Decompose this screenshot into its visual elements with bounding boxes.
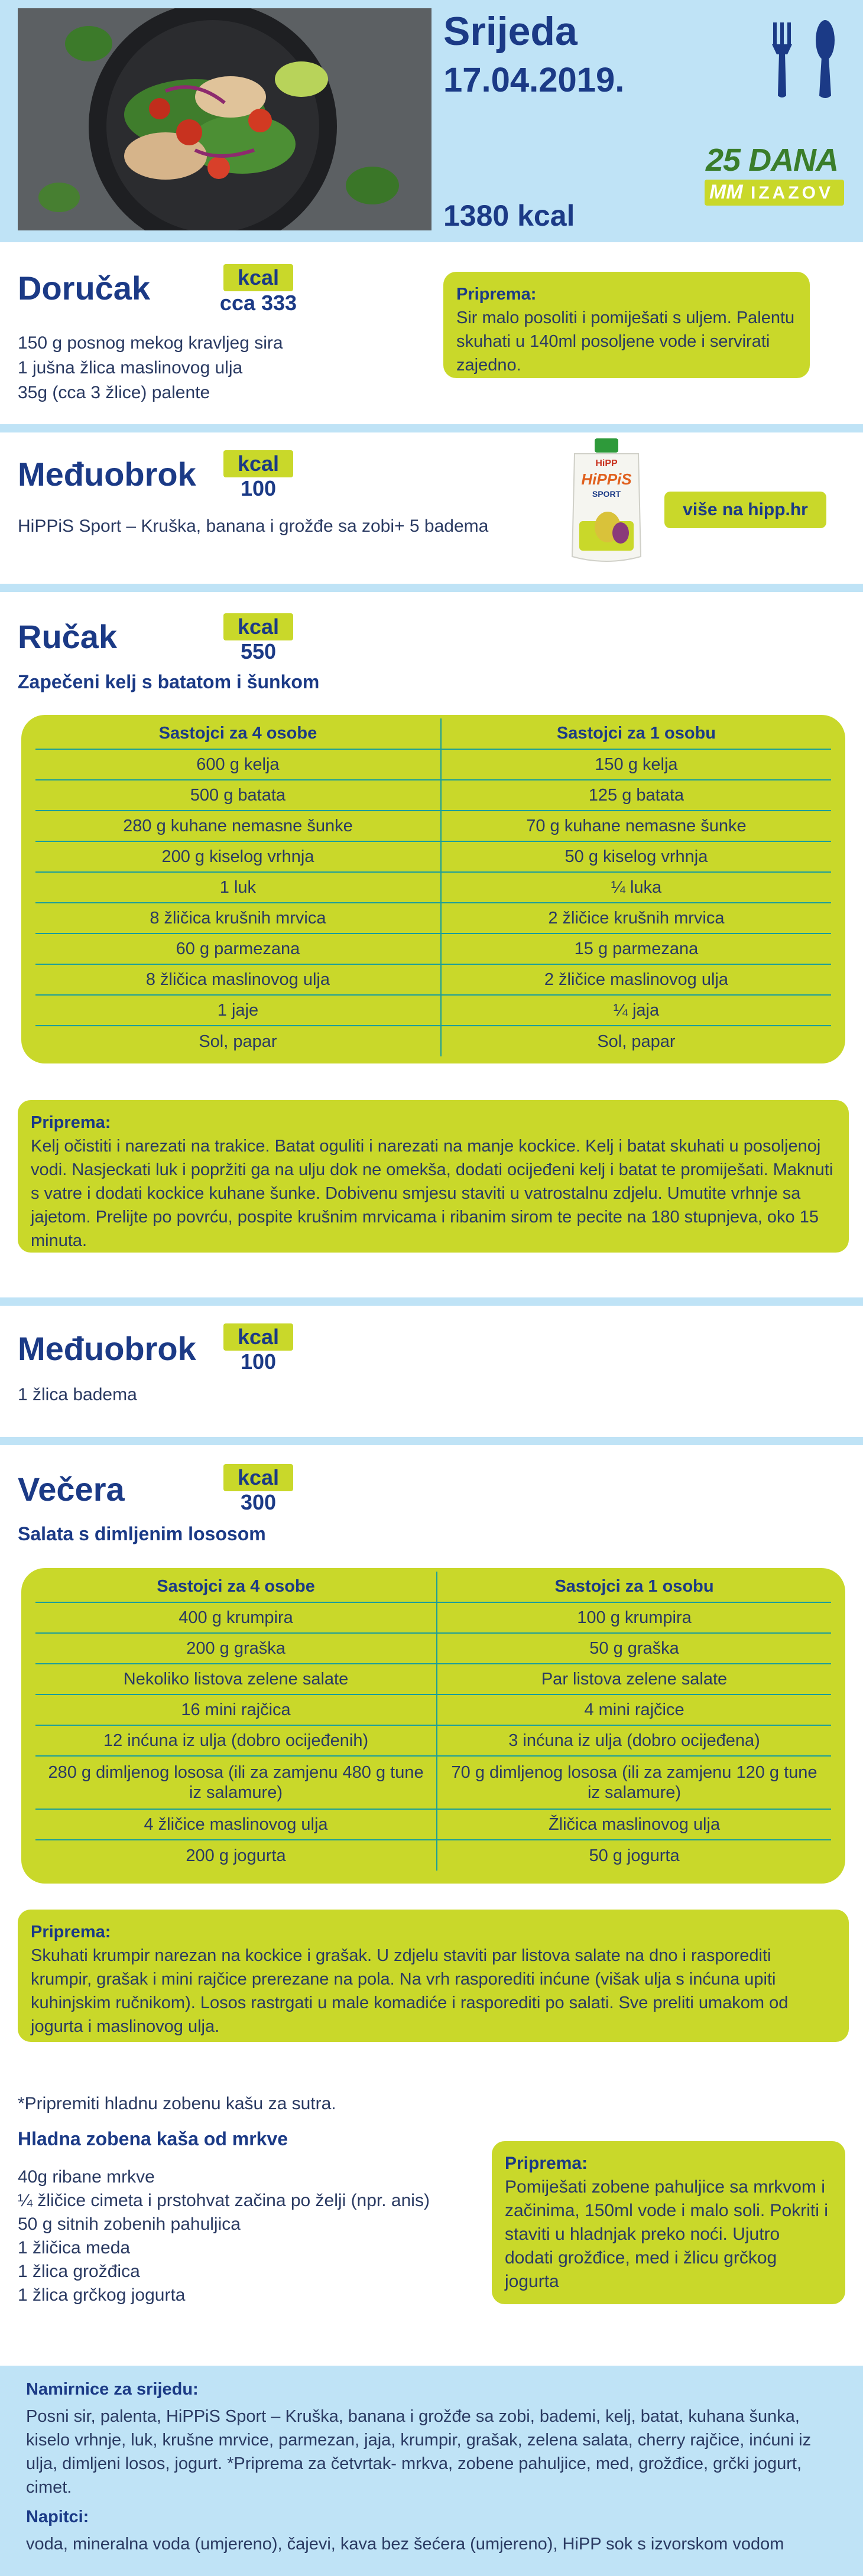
table-row — [35, 749, 831, 780]
divider — [0, 1437, 863, 1445]
pouch-name: HiPPiS — [581, 470, 632, 488]
logo-mm: MM — [709, 181, 743, 203]
date: 17.04.2019. — [443, 61, 625, 99]
vecera-title: Večera — [18, 1471, 125, 1508]
vecera-kcal-label: kcal — [223, 1464, 293, 1491]
table-cell: Sol, papar — [35, 1026, 441, 1056]
table-row — [35, 1602, 831, 1633]
rucak-kcal-label: kcal — [223, 613, 293, 640]
drinks-heading: Napitci: — [26, 2507, 89, 2526]
table-cell: Par listova zelene salate — [437, 1664, 831, 1694]
meduobrok1-title: Međuobrok — [18, 456, 196, 493]
meduobrok2-kcal-value: 100 — [240, 1349, 277, 1374]
table-row — [35, 1725, 831, 1756]
meduobrok1-kcal-label: kcal — [223, 450, 293, 477]
vecera-subtitle: Salata s dimljenim lososom — [18, 1523, 266, 1544]
dorucak-item: 150 g posnog mekog kravljeg sira — [18, 333, 283, 353]
table-cell: Žličica maslinovog ulja — [437, 1809, 831, 1840]
table-cell: 150 g kelja — [441, 749, 831, 780]
hipp-link-label: više na hipp.hr — [683, 500, 808, 519]
table-cell: 4 žličice maslinovog ulja — [35, 1809, 437, 1840]
table-cell: 50 g jogurta — [589, 1846, 680, 1865]
vecera-ingredients-table — [21, 1568, 845, 1884]
table-row — [35, 995, 831, 1026]
table-cell: 200 g graška — [35, 1633, 437, 1664]
table-row — [35, 1694, 831, 1725]
table-row — [35, 1840, 831, 1871]
dorucak-prep — [443, 272, 810, 378]
table-cell: Sol, papar — [597, 1032, 676, 1051]
extra-item: ¼ žličice cimeta i prstohvat začina po želji (npr. anis) — [18, 2191, 430, 2210]
meduobrok2-text: 1 žlica badema — [18, 1385, 137, 1404]
table-cell: 1 jaje — [35, 995, 441, 1026]
column-header: Sastojci za 4 osobe — [35, 1572, 437, 1602]
table-cell: 70 g dimljenog lososa (ili za zamjenu 120 g tune iz salamure) — [437, 1756, 831, 1809]
table-row — [35, 1756, 831, 1809]
groceries-heading: Namirnice za srijedu: — [26, 2380, 199, 2399]
table-row — [35, 872, 831, 903]
table-row — [35, 964, 831, 995]
table-cell: 3 inćuna iz ulja (dobro ocijeđena) — [437, 1725, 831, 1756]
rucak-kcal-value: 550 — [240, 639, 277, 663]
prep-heading: Priprema: — [31, 1113, 111, 1132]
column-header: Sastojci za 1 osobu — [437, 1572, 831, 1602]
column-header: Sastojci za 1 osobu — [441, 718, 831, 749]
extra-item: 1 žličica meda — [18, 2238, 131, 2258]
dorucak-kcal-label: kcal — [223, 264, 293, 291]
pouch-brand: HiPP — [595, 458, 618, 469]
table-cell: 60 g parmezana — [35, 934, 441, 964]
table-cell: 12 inćuna iz ulja (dobro ocijeđenih) — [35, 1725, 437, 1756]
table-row — [35, 1809, 831, 1840]
rucak-title: Ručak — [18, 618, 118, 655]
extra-item: 50 g sitnih zobenih pahuljica — [18, 2214, 241, 2234]
column-header: Sastojci za 4 osobe — [35, 718, 441, 749]
table-cell: 125 g batata — [441, 780, 831, 811]
table-row — [35, 811, 831, 841]
drinks-text: voda, mineralna voda (umjereno), čajevi, kava bez šećera (umjereno), HiPP sok s izvorskom vodom — [26, 2535, 784, 2554]
extra-item: 1 žlica grčkog jogurta — [18, 2285, 186, 2305]
table-cell: 280 g kuhane nemasne šunke — [35, 811, 441, 841]
table-row — [35, 1664, 831, 1694]
table-row — [35, 780, 831, 811]
dorucak-title: Doručak — [18, 269, 151, 307]
divider — [0, 584, 863, 592]
prep-text: Skuhati krumpir narezan na kockice i grašak. U zdjelu staviti par listova salate na dno i rasporediti krumpir, grašak i mini rajčice prerezane na pola. Na vrh rasporediti inćune (višak ulja s inćuna upiti kuhinjskim ručnikom). Losos rastrgati u male komadiće i rasporediti po salati. Sve preliti umakom od jogurta i maslinovog ulja. — [31, 1946, 789, 2036]
extra-title: Hladna zobena kaša od mrkve — [18, 2128, 288, 2149]
table-cell: 280 g dimljenog lososa (ili za zamjenu 480 g tune iz salamure) — [35, 1756, 437, 1809]
meduobrok1-kcal-value: 100 — [240, 476, 277, 500]
table-cell: 500 g batata — [35, 780, 441, 811]
rucak-prep — [18, 1100, 849, 1253]
table-cell: 200 g jogurta — [35, 1840, 437, 1871]
table-row — [35, 1633, 831, 1664]
table-cell: 1 luk — [35, 872, 441, 903]
salad-photo — [18, 8, 432, 230]
prep-heading: Priprema: — [456, 285, 537, 304]
prep-text: Sir malo posoliti i pomiješati s uljem. Palentu skuhati u 140ml posoljene vode i servirati zajedno. — [456, 308, 795, 375]
logo-title: 25 DANA — [706, 142, 839, 178]
hipp-pouch-image — [566, 438, 647, 568]
extra-prep — [492, 2141, 845, 2304]
prep-text: Pomiješati zobene pahuljice sa mrkvom i začinima, 150ml vode i malo soli. Pokriti i staviti u hladnjak preko noći. Ujutro dodati grožđice, med i žlicu grčkog jogurta — [505, 2177, 828, 2291]
extra-item: 1 žlica grožđica — [18, 2262, 140, 2281]
vecera-kcal-value: 300 — [240, 1490, 277, 1514]
table-cell: ¼ luka — [441, 872, 831, 903]
meduobrok1-text: HiPPiS Sport – Kruška, banana i grožđe sa zobi+ 5 badema — [18, 516, 489, 536]
dorucak-item: 1 jušna žlica maslinovog ulja — [18, 358, 243, 378]
total-kcal: 1380 kcal — [443, 199, 575, 232]
table-cell: 2 žličice krušnih mrvica — [441, 903, 831, 934]
hipp-link-button[interactable] — [664, 492, 826, 528]
vecera-prep — [18, 1910, 849, 2042]
prep-heading: Priprema: — [505, 2154, 588, 2173]
pouch-sub: SPORT — [592, 489, 621, 499]
dorucak-item: 35g (cca 3 žlice) palente — [18, 383, 210, 402]
divider — [0, 1297, 863, 1306]
table-cell: 8 žličica maslinovog ulja — [35, 964, 441, 995]
table-cell: 50 g graška — [437, 1633, 831, 1664]
table-cell: 70 g kuhane nemasne šunke — [441, 811, 831, 841]
table-cell: 200 g kiselog vrhnja — [35, 841, 441, 872]
table-cell: 2 žličice maslinovog ulja — [441, 964, 831, 995]
rucak-subtitle: Zapečeni kelj s batatom i šunkom — [18, 671, 320, 692]
meduobrok2-kcal-label: kcal — [223, 1323, 293, 1351]
table-cell: 400 g krumpira — [35, 1602, 437, 1633]
table-row — [35, 841, 831, 872]
prep-heading: Priprema: — [31, 1923, 111, 1941]
table-cell: 16 mini rajčica — [35, 1694, 437, 1725]
challenge-logo — [703, 142, 851, 225]
table-cell: ¼ jaja — [441, 995, 831, 1026]
rucak-ingredients-table — [21, 715, 845, 1063]
table-cell: 8 žličica krušnih mrvica — [35, 903, 441, 934]
logo-izazov: IZAZOV — [751, 183, 833, 203]
extra-note: *Pripremiti hladnu zobenu kašu za sutra. — [18, 2094, 336, 2113]
day-title: Srijeda — [443, 9, 578, 54]
table-cell: 100 g krumpira — [437, 1602, 831, 1633]
prep-text: Kelj očistiti i narezati na trakice. Batat oguliti i narezati na manje kockice. Kelj i batat skuhati u posoljenoj vodi. Nasjeckati luk i popržiti ga na ulju dok ne omekša, dodati ocijeđeni kelj i batat te promiješati. Maknuti s vatre i dodati kockice kuhane šunke. Dobivenu smjesu staviti u vatrostalnu zdjelu. Umutite vrhnje sa jajetom. Prelijte po povrću, pospite krušnim mrvicama i ribanim sirom te pecite na 180 stupnjeva, oko 15 minuta. — [31, 1137, 833, 1250]
groceries-text: Posni sir, palenta, HiPPiS Sport – Kruška, banana i grožđe sa zobi, bademi, kelj, batat, kuhana šunka, kiselo vrhnje, luk, krušne mrvice, parmezan, jaja, krumpir, grašak, zelena salata, cherry rajčice, inćuni iz ulja, dimljeni losos, jogurt. *Priprema za četvrtak- mrkva, zobene pahuljice, med, grožđice, grčki jogurt, cimet. — [26, 2407, 812, 2497]
cutlery-icon — [766, 18, 849, 100]
dorucak-kcal-value: cca 333 — [219, 291, 297, 315]
table-row — [35, 1026, 831, 1056]
table-cell: 15 g parmezana — [441, 934, 831, 964]
divider — [0, 424, 863, 432]
table-cell: 4 mini rajčice — [437, 1694, 831, 1725]
table-cell: 50 g kiselog vrhnja — [441, 841, 831, 872]
extra-item: 40g ribane mrkve — [18, 2167, 155, 2187]
table-row — [35, 934, 831, 964]
table-row — [35, 903, 831, 934]
table-cell: 600 g kelja — [35, 749, 441, 780]
table-cell: Nekoliko listova zelene salate — [35, 1664, 437, 1694]
meduobrok2-title: Međuobrok — [18, 1330, 196, 1367]
